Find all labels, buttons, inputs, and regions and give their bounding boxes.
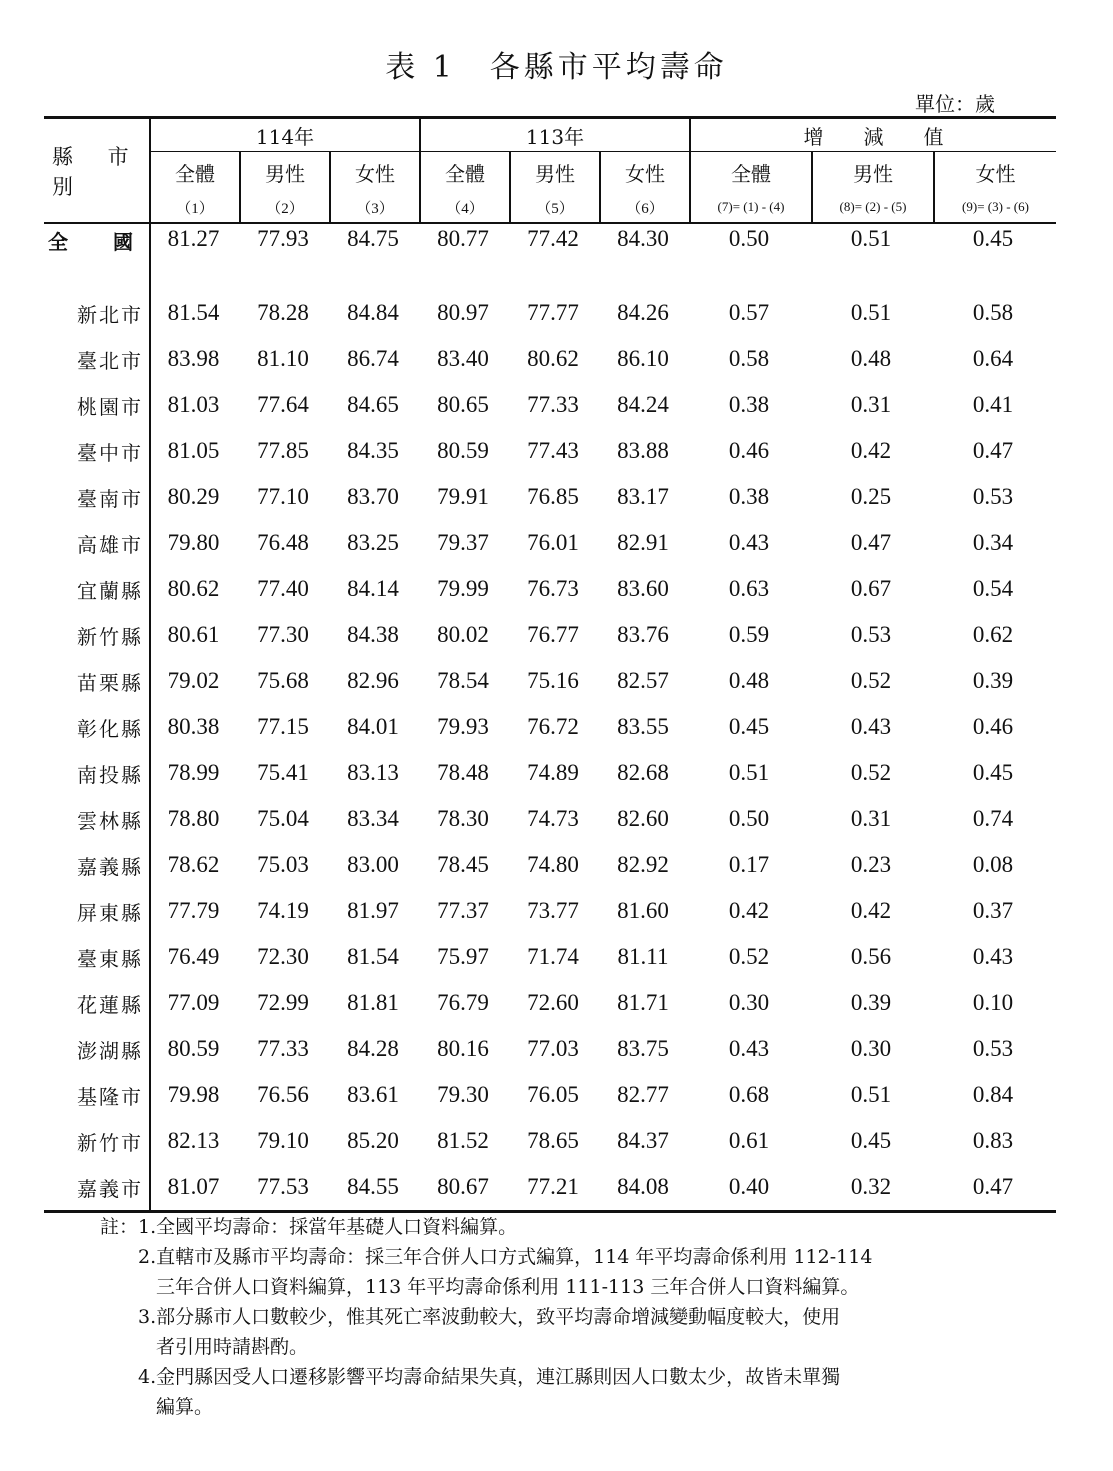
table-cell: 77.09 xyxy=(167,990,220,1015)
table-cell: 84.01 xyxy=(347,714,399,739)
table-row xyxy=(44,1164,1056,1212)
table-cell: 80.61 xyxy=(167,622,220,647)
table-row xyxy=(44,382,1056,428)
table-cell: 76.73 xyxy=(527,576,579,601)
table-cell: 77.40 xyxy=(257,576,309,601)
table-cell: 83.76 xyxy=(617,622,669,647)
table-cell: 0.47 xyxy=(934,1164,1056,1212)
table-cell: 0.39 xyxy=(850,990,892,1015)
table-cell: 80.29 xyxy=(167,484,220,509)
table-cell: 81.52 xyxy=(437,1128,489,1153)
table-cell: 76.72 xyxy=(527,714,579,739)
table-cell: 0.53 xyxy=(972,1036,1014,1061)
col-code-8: (8)= (2) - (5) xyxy=(812,192,934,223)
row-label-national xyxy=(44,223,150,262)
table-cell: 83.25 xyxy=(347,530,399,555)
table-row xyxy=(44,842,1056,888)
table-cell: 78.62 xyxy=(167,852,220,877)
table-cell: 79.80 xyxy=(167,530,220,555)
table-cell: 84.38 xyxy=(347,622,399,647)
table-cell: 80.65 xyxy=(437,392,489,417)
table-cell: 83.98 xyxy=(167,346,220,371)
table-title: 表 1 各縣市平均壽命 xyxy=(385,50,728,85)
table-cell: 0.46 xyxy=(972,714,1014,739)
table-cell: 76.77 xyxy=(527,622,579,647)
table-cell: 82.91 xyxy=(617,530,669,555)
table-cell: 74.89 xyxy=(527,760,579,785)
table-cell: 82.57 xyxy=(617,668,669,693)
table-cell: 80.02 xyxy=(437,622,489,647)
table-cell: 0.62 xyxy=(972,622,1014,647)
table-cell: 79.98 xyxy=(167,1082,220,1107)
national-label-right: 國 xyxy=(113,230,135,254)
row-label-region: 嘉義市 xyxy=(44,1164,150,1212)
row-label-region: 嘉義縣 xyxy=(44,842,150,888)
col-code-7: (7)= (1) - (4) xyxy=(690,192,812,223)
table-cell: 78.48 xyxy=(437,760,489,785)
table-cell: 0.74 xyxy=(972,806,1014,831)
table-cell: 0.52 xyxy=(850,760,892,785)
table-cell: 0.58 xyxy=(972,300,1014,325)
table-cell: 0.23 xyxy=(850,852,892,877)
table-cell: 0.53 xyxy=(850,622,892,647)
table-cell: 0.39 xyxy=(972,668,1014,693)
col-code-4: （4） xyxy=(420,192,510,223)
table-cell: 82.68 xyxy=(617,760,669,785)
table-row xyxy=(44,1118,1056,1164)
table-cell: 80.62 xyxy=(527,346,579,371)
row-label-region: 臺東縣 xyxy=(44,934,150,980)
row-label-region: 新竹市 xyxy=(44,1118,150,1164)
table-cell: 0.51 xyxy=(850,1082,892,1107)
table-cell: 0.45 xyxy=(972,226,1014,251)
table-row xyxy=(44,566,1056,612)
table-cell: 84.14 xyxy=(347,576,399,601)
row-label-region: 新竹縣 xyxy=(44,612,150,658)
table-cell: 77.03 xyxy=(527,1036,579,1061)
table-cell: 79.91 xyxy=(437,484,489,509)
table-row xyxy=(44,980,1056,1026)
table-cell: 0.25 xyxy=(850,484,892,509)
col-header-total-diff: 全體 xyxy=(690,152,812,193)
table-row xyxy=(44,520,1056,566)
table-cell: 83.88 xyxy=(617,438,669,463)
row-label-region: 苗栗縣 xyxy=(44,658,150,704)
table-cell: 76.49 xyxy=(167,944,220,969)
table-cell: 0.56 xyxy=(850,944,892,969)
table-cell: 81.03 xyxy=(167,392,220,417)
region-column-header: 縣 市 別 xyxy=(44,118,150,224)
table-cell: 0.50 xyxy=(728,226,770,251)
group-header-diff: 增 減 值 xyxy=(690,118,1056,152)
table-cell: 0.40 xyxy=(690,1164,812,1212)
table-row xyxy=(44,704,1056,750)
row-label-region: 澎湖縣 xyxy=(44,1026,150,1072)
table-row xyxy=(44,612,1056,658)
table-row xyxy=(44,290,1056,336)
table-cell: 0.38 xyxy=(728,392,770,417)
table-cell: 0.31 xyxy=(850,392,892,417)
table-cell: 81.10 xyxy=(257,346,309,371)
table-cell: 86.10 xyxy=(617,346,669,371)
table-cell: 83.61 xyxy=(347,1082,399,1107)
table-cell: 0.45 xyxy=(728,714,770,739)
row-label-region: 新北市 xyxy=(44,290,150,336)
table-cell: 0.43 xyxy=(850,714,892,739)
table-cell: 83.13 xyxy=(347,760,399,785)
table-row xyxy=(44,658,1056,704)
table-cell: 78.80 xyxy=(167,806,220,831)
table-cell: 80.59 xyxy=(167,1036,220,1061)
table-cell: 0.43 xyxy=(972,944,1014,969)
row-label-region: 桃園市 xyxy=(44,382,150,428)
life-expectancy-table-container xyxy=(44,116,1056,1213)
row-label-region: 臺北市 xyxy=(44,336,150,382)
row-label-region: 屏東縣 xyxy=(44,888,150,934)
footnote-1: 註：1.全國平均壽命：採當年基礎人口資料編算。 xyxy=(100,1216,518,1238)
table-cell: 83.60 xyxy=(617,576,669,601)
table-cell: 76.05 xyxy=(527,1082,579,1107)
table-cell: 77.85 xyxy=(257,438,309,463)
table-cell: 80.97 xyxy=(437,300,489,325)
table-cell: 0.64 xyxy=(972,346,1014,371)
table-cell: 74.19 xyxy=(257,898,309,923)
table-cell: 77.33 xyxy=(527,392,579,417)
table-cell: 84.26 xyxy=(617,300,669,325)
group-header-113: 113年 xyxy=(420,118,690,152)
table-row xyxy=(44,1072,1056,1118)
table-cell: 81.81 xyxy=(347,990,399,1015)
table-cell: 75.16 xyxy=(527,668,579,693)
row-label-region: 南投縣 xyxy=(44,750,150,796)
table-row xyxy=(44,796,1056,842)
table-cell: 84.35 xyxy=(347,438,399,463)
table-cell: 77.93 xyxy=(257,226,309,251)
table-cell: 77.79 xyxy=(167,898,220,923)
table-cell: 0.83 xyxy=(972,1128,1014,1153)
table-cell: 0.50 xyxy=(728,806,770,831)
table-cell: 74.80 xyxy=(527,852,579,877)
table-cell: 83.55 xyxy=(617,714,669,739)
row-label-region: 雲林縣 xyxy=(44,796,150,842)
table-cell: 82.96 xyxy=(347,668,399,693)
table-cell: 82.13 xyxy=(167,1128,220,1153)
table-cell: 84.30 xyxy=(617,226,669,251)
table-cell: 0.17 xyxy=(728,852,770,877)
table-cell: 81.60 xyxy=(617,898,669,923)
table-cell: 76.01 xyxy=(527,530,579,555)
table-cell: 0.47 xyxy=(850,530,892,555)
table-cell: 83.40 xyxy=(437,346,489,371)
table-cell: 0.41 xyxy=(972,392,1014,417)
table-cell: 77.53 xyxy=(240,1164,330,1212)
table-cell: 0.10 xyxy=(972,990,1014,1015)
table-cell: 77.77 xyxy=(527,300,579,325)
table-cell: 0.45 xyxy=(850,1128,892,1153)
table-cell: 0.42 xyxy=(850,438,892,463)
col-header-female-diff: 女性 xyxy=(975,161,1016,186)
table-cell: 0.52 xyxy=(728,944,770,969)
footnote-4-line-2: 編算。 xyxy=(156,1396,214,1418)
table-cell: 78.54 xyxy=(437,668,489,693)
row-label-region: 臺南市 xyxy=(44,474,150,520)
table-cell: 0.57 xyxy=(728,300,770,325)
table-cell: 72.60 xyxy=(527,990,579,1015)
table-cell: 0.84 xyxy=(972,1082,1014,1107)
table-cell: 83.17 xyxy=(617,484,669,509)
row-label-region: 高雄市 xyxy=(44,520,150,566)
table-spacer-row xyxy=(44,262,1056,290)
table-cell: 79.99 xyxy=(437,576,489,601)
col-header-total-114: 全體 xyxy=(150,152,240,193)
table-cell: 83.70 xyxy=(347,484,399,509)
table-cell: 79.02 xyxy=(167,668,220,693)
table-cell: 76.56 xyxy=(257,1082,309,1107)
table-cell: 84.84 xyxy=(347,300,399,325)
table-cell: 77.43 xyxy=(527,438,579,463)
col-code-3: （3） xyxy=(330,192,420,223)
table-cell: 83.34 xyxy=(347,806,399,831)
table-cell: 77.64 xyxy=(257,392,309,417)
table-cell: 78.65 xyxy=(527,1128,579,1153)
footnote-3-line-2: 者引用時請斟酌。 xyxy=(156,1336,309,1358)
table-row-national xyxy=(44,223,1056,262)
footnote-3-line-1: 3.部分縣市人口數較少，惟其死亡率波動較大，致平均壽命增減變動幅度較大，使用 xyxy=(138,1306,841,1328)
table-row xyxy=(44,474,1056,520)
table-cell: 76.79 xyxy=(437,990,489,1015)
table-cell: 0.52 xyxy=(850,668,892,693)
col-code-2: （2） xyxy=(240,192,330,223)
table-cell: 79.93 xyxy=(437,714,489,739)
table-cell: 0.43 xyxy=(728,530,770,555)
table-cell: 74.73 xyxy=(527,806,579,831)
table-cell: 75.97 xyxy=(437,944,489,969)
table-cell: 83.75 xyxy=(617,1036,669,1061)
table-cell: 75.04 xyxy=(257,806,309,831)
table-cell: 84.75 xyxy=(347,226,399,251)
table-cell: 72.30 xyxy=(257,944,309,969)
col-code-6: （6） xyxy=(600,192,690,223)
table-cell: 0.42 xyxy=(728,898,770,923)
table-cell: 0.47 xyxy=(972,438,1014,463)
table-cell: 78.30 xyxy=(437,806,489,831)
table-cell: 75.41 xyxy=(257,760,309,785)
table-row xyxy=(44,428,1056,474)
footnotes xyxy=(100,1212,1000,1422)
col-code-5: （5） xyxy=(510,192,600,223)
col-header-female-114: 女性 xyxy=(330,152,420,193)
table-cell: 79.37 xyxy=(437,530,489,555)
table-cell: 0.59 xyxy=(728,622,770,647)
col-header-total-113: 全體 xyxy=(420,152,510,193)
table-row xyxy=(44,750,1056,796)
table-row xyxy=(44,336,1056,382)
table-cell: 0.38 xyxy=(728,484,770,509)
table-cell: 78.99 xyxy=(167,760,220,785)
table-cell: 0.48 xyxy=(850,346,892,371)
table-cell: 80.16 xyxy=(437,1036,489,1061)
table-cell: 77.21 xyxy=(510,1164,600,1212)
table-cell: 77.30 xyxy=(257,622,309,647)
table-cell: 0.08 xyxy=(972,852,1014,877)
table-cell: 80.62 xyxy=(167,576,220,601)
table-cell: 83.00 xyxy=(347,852,399,877)
table-cell: 0.63 xyxy=(728,576,770,601)
table-cell: 76.48 xyxy=(257,530,309,555)
footnote-2-line-1: 2.直轄市及縣市平均壽命：採三年合併人口方式編算，114 年平均壽命係利用 112-114 xyxy=(138,1246,873,1268)
table-cell: 81.05 xyxy=(167,438,220,463)
table-cell: 0.31 xyxy=(850,806,892,831)
table-cell: 81.54 xyxy=(167,300,220,325)
table-cell: 81.54 xyxy=(347,944,399,969)
table-cell: 0.51 xyxy=(850,300,892,325)
table-cell: 77.33 xyxy=(257,1036,309,1061)
footnote-4-line-1: 4.金門縣因受人口遷移影響平均壽命結果失真，連江縣則因人口數太少，故皆未單獨 xyxy=(138,1366,841,1388)
table-cell: 0.30 xyxy=(728,990,770,1015)
table-cell: 84.55 xyxy=(330,1164,420,1212)
table-cell: 77.10 xyxy=(257,484,309,509)
life-expectancy-table xyxy=(44,116,1056,1213)
table-cell: 79.10 xyxy=(257,1128,309,1153)
table-cell: 81.11 xyxy=(617,944,669,969)
table-cell: 78.45 xyxy=(437,852,489,877)
table-cell: 81.07 xyxy=(150,1164,240,1212)
spacer-cell xyxy=(44,262,150,290)
table-row xyxy=(44,934,1056,980)
row-label-region: 花蓮縣 xyxy=(44,980,150,1026)
table-cell: 80.67 xyxy=(420,1164,510,1212)
table-cell: 0.54 xyxy=(972,576,1014,601)
table-cell: 81.27 xyxy=(167,226,220,251)
col-header-male-114: 男性 xyxy=(240,152,330,193)
table-cell: 0.53 xyxy=(972,484,1014,509)
col-code-1: （1） xyxy=(150,192,240,223)
table-cell: 80.59 xyxy=(437,438,489,463)
table-cell: 0.30 xyxy=(850,1036,892,1061)
col-code-9: (9)= (3) - (6) xyxy=(934,192,1056,223)
table-cell: 0.67 xyxy=(850,576,892,601)
table-cell: 85.20 xyxy=(347,1128,399,1153)
table-cell: 71.74 xyxy=(527,944,579,969)
table-cell: 84.08 xyxy=(600,1164,690,1212)
table-cell: 0.45 xyxy=(972,760,1014,785)
table-cell: 0.68 xyxy=(728,1082,770,1107)
table-cell: 84.24 xyxy=(617,392,669,417)
spacer-cell xyxy=(150,262,1056,290)
table-cell: 80.77 xyxy=(437,226,489,251)
table-cell: 82.77 xyxy=(617,1082,669,1107)
table-header xyxy=(44,118,1056,224)
table-cell: 81.97 xyxy=(347,898,399,923)
table-cell: 77.37 xyxy=(437,898,489,923)
table-cell: 0.37 xyxy=(972,898,1014,923)
table-cell: 82.92 xyxy=(617,852,669,877)
group-header-114: 114年 xyxy=(150,118,420,152)
footnote-2-line-2: 三年合併人口資料編算，113 年平均壽命係利用 111-113 三年合併人口資料編算。 xyxy=(156,1276,860,1298)
table-cell: 81.71 xyxy=(617,990,669,1015)
table-row xyxy=(44,1026,1056,1072)
row-label-region: 基隆市 xyxy=(44,1072,150,1118)
table-cell: 77.42 xyxy=(527,226,579,251)
table-cell: 84.37 xyxy=(617,1128,669,1153)
table-cell: 78.28 xyxy=(257,300,309,325)
table-cell: 0.58 xyxy=(728,346,770,371)
table-cell: 77.15 xyxy=(257,714,309,739)
unit-label: 單位：歲 xyxy=(915,92,995,116)
table-cell: 75.03 xyxy=(257,852,309,877)
table-cell: 84.65 xyxy=(347,392,399,417)
table-cell: 0.43 xyxy=(728,1036,770,1061)
table-cell: 0.48 xyxy=(728,668,770,693)
table-cell: 76.85 xyxy=(527,484,579,509)
col-header-male-diff: 男性 xyxy=(812,152,934,193)
table-cell: 79.30 xyxy=(437,1082,489,1107)
table-cell: 0.51 xyxy=(728,760,770,785)
table-cell: 82.60 xyxy=(617,806,669,831)
table-cell: 72.99 xyxy=(257,990,309,1015)
table-cell: 84.28 xyxy=(347,1036,399,1061)
table-cell: 0.46 xyxy=(728,438,770,463)
row-label-region: 臺中市 xyxy=(44,428,150,474)
table-row xyxy=(44,888,1056,934)
row-label-region: 彰化縣 xyxy=(44,704,150,750)
table-cell: 0.42 xyxy=(850,898,892,923)
col-header-female-113: 女性 xyxy=(600,152,690,193)
table-body xyxy=(44,223,1056,1212)
table-cell: 0.32 xyxy=(812,1164,934,1212)
table-cell: 0.61 xyxy=(728,1128,770,1153)
table-cell: 75.68 xyxy=(257,668,309,693)
row-label-region: 宜蘭縣 xyxy=(44,566,150,612)
table-cell: 0.51 xyxy=(850,226,892,251)
table-cell: 86.74 xyxy=(347,346,399,371)
col-header-male-113: 男性 xyxy=(510,152,600,193)
table-cell: 0.34 xyxy=(972,530,1014,555)
table-cell: 80.38 xyxy=(167,714,220,739)
table-cell: 73.77 xyxy=(527,898,579,923)
national-label-left: 全 xyxy=(48,230,70,254)
